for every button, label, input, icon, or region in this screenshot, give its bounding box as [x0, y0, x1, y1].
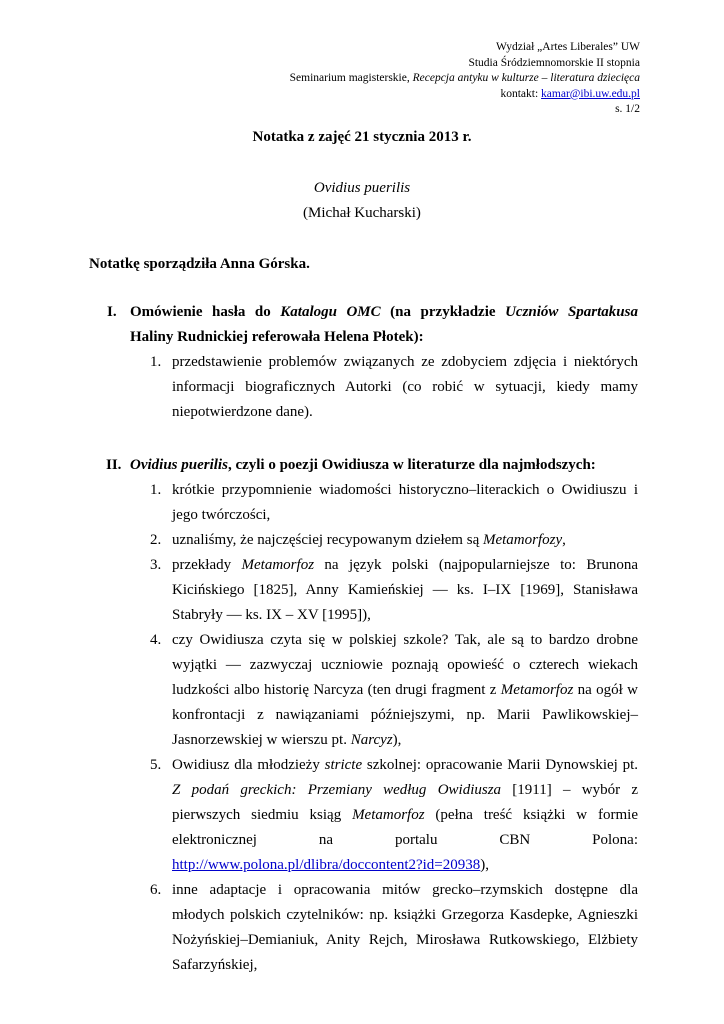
notetaker-line: Notatkę sporządziła Anna Górska. — [89, 256, 310, 272]
section-2-heading: Ovidius puerilis, czyli o poezji Owidiusza w literaturze dla najmłodszych: — [130, 457, 596, 473]
note-subtitle: Ovidius puerilis — [313, 180, 411, 196]
section-1-number: I. — [107, 304, 117, 320]
header-studies: Studia Śródziemnomorskie II stopnia — [468, 56, 640, 69]
list-item: 5. Owidiusz dla młodzieży stricte szkolnej: opracowanie Marii Dynowskiej pt. Z podań greckich: Przemiany według Owidiusza [1911] – wybór z pierwszych siedmiu ksiąg Metamorfoz (pełna treść książki w formie elektronicznej na portalu CBN Polona: http://www.polona.pl/dlibra/doccontent2?id=20938), — [150, 757, 639, 873]
list-item: 4. czy Owidiusza czyta się w polskiej szkole? Tak, ale są to bardzo drobne wyjątki — zazwyczaj uczniowie poznają opowieść o czterech wiekach ludzkości albo historię Narcyza (ten drugi fragment z Metamorfoz na ogół w konfrontacji z nawiązaniami późniejszymi, np. Marii Pawlikowskiej–Jasnorzewskiej w wierszu pt. Narcyz), — [150, 632, 638, 748]
header-page-number: s. 1/2 — [615, 103, 640, 116]
page-header — [290, 40, 640, 118]
list-item: 3. przekłady Metamorfoz na język polski (najpopularniejsze to: Brunona Kicińskiego [1825], Anny Kamieńskiej — ks. I–IX [1969], Stanisława Stabryły — ks. IX – XV [1995]), — [150, 557, 638, 623]
section-2-list — [0, 478, 724, 978]
section-1-list — [0, 350, 724, 425]
presenter-name: (Michał Kucharski) — [303, 205, 421, 221]
section-2-number: II. — [106, 457, 122, 473]
contact-email-link[interactable]: kamar@ibi.uw.edu.pl — [541, 87, 640, 100]
list-item: 1. przedstawienie problemów związanych ze zdobyciem zdjęcia i niektórych informacji biograficznych Autorki (co robić w sytuacji, kiedy mamy niepotwierdzone dane). — [150, 354, 638, 420]
list-item: 2. uznaliśmy, że najczęściej recypowanym dziełem są Metamorfozy, — [150, 532, 566, 548]
list-item: 1. krótkie przypomnienie wiadomości historyczno–literackich o Owidiuszu i jego twórczości, — [150, 482, 638, 523]
polona-link[interactable]: http://www.polona.pl/dlibra/doccontent2?id=20938 — [172, 857, 481, 873]
section-1-heading: Omówienie hasła do Katalogu OMC (na przykładzie Uczniów Spartakusa Haliny Rudnickiej referowała Helena Płotek): — [130, 304, 638, 345]
header-contact: kontakt: kamar@ibi.uw.edu.pl — [500, 87, 640, 100]
list-item: 6. inne adaptacje i opracowania mitów grecko–rzymskich dostępne dla młodych polskich czytelników: np. książki Grzegorza Kasdepke, Agnieszki Nożyńskiej–Demianiuk, Anity Rejch, Mirosława Rutkowskiego, Elżbiety Safarzyńskiej, — [150, 882, 638, 973]
note-title: Notatka z zajęć 21 stycznia 2013 r. — [252, 129, 472, 145]
header-seminar: Seminarium magisterskie, Recepcja antyku w kulturze – literatura dziecięca — [289, 72, 640, 85]
header-faculty: Wydział „Artes Liberales” UW — [496, 41, 640, 53]
